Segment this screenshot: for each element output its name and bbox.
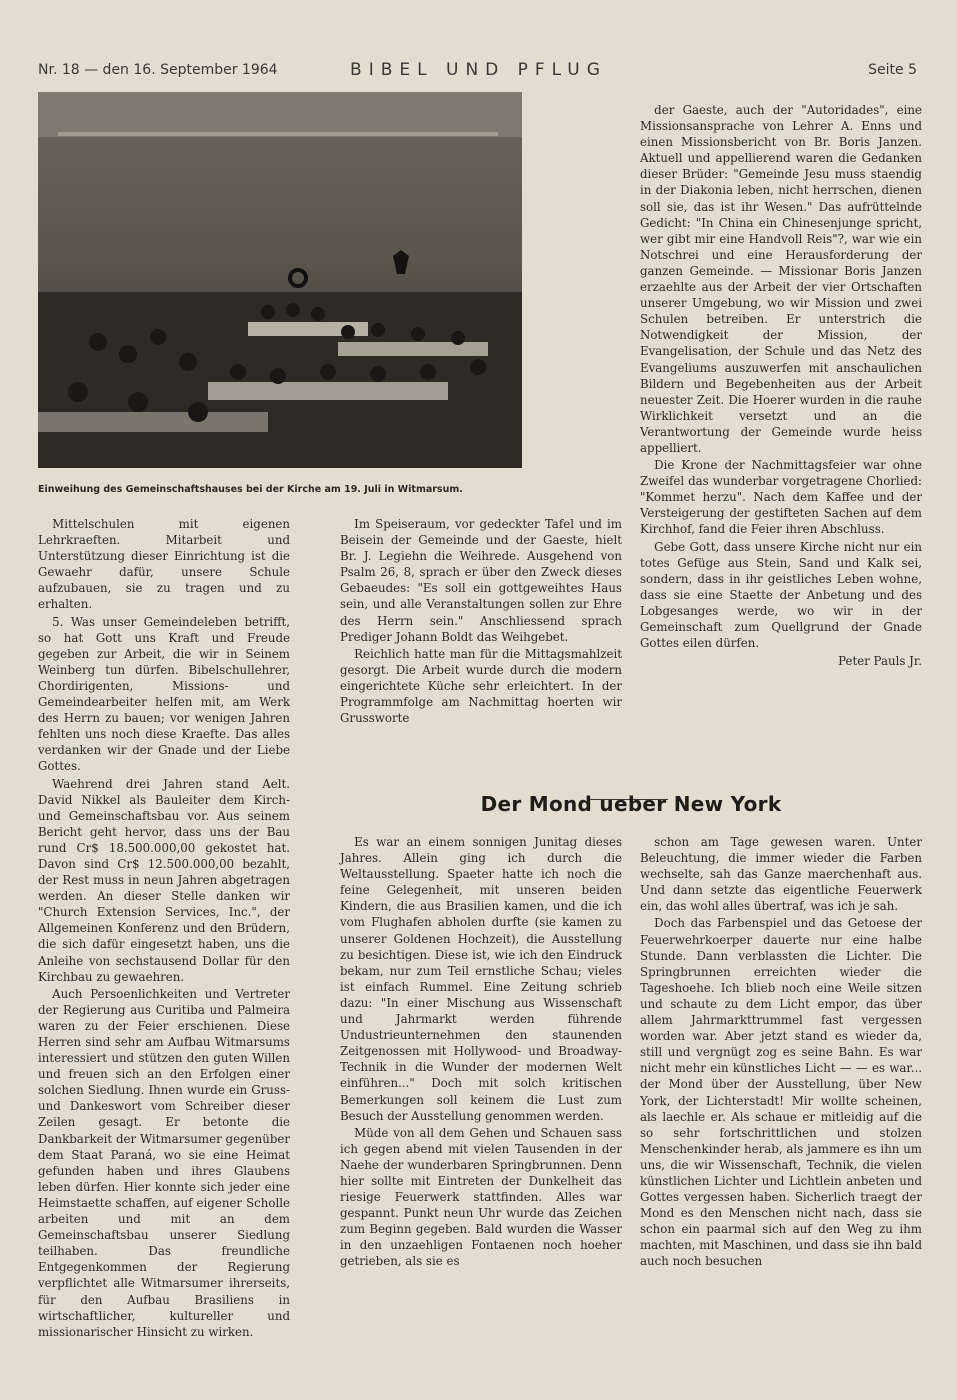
paragraph: Müde von all dem Gehen und Schauen sass ich gegen abend mit vielen Tausenden in der Naehe der wunderbaren Springbrunnen. Denn hier sollte mit Eintreten der Dunkelheit das riesige Feuerwerk stattfinden. Alles war gespannt. Punkt neun Uhr wurde das Zeichen zum Beginn gegeben. Bald wurden die Wasser in den unzaehligen Fontaenen noch hoeher getrieben, als sie es [340,1125,622,1269]
article1-column-2 [340,516,622,726]
paragraph: Reichlich hatte man für die Mittagsmahlzeit gesorgt. Die Arbeit wurde durch die modern eingerichtete Küche sehr erleichtert. In der Programmfolge am Nachmittag hoerten wir Grussworte [340,646,622,726]
paragraph: Auch Persoenlichkeiten und Vertreter der Regierung aus Curitiba und Palmeira waren zu der Feier erschienen. Diese Herren sind sehr am Aufbau Witmarsums interessiert und stützen den guten Willen und freuen sich an den Erfolgen einer solchen Siedlung. Ihnen wurde ein Gruss- und Dankeswort vom Schreiber dieser Zeilen gesagt. Er betonte die Dankbarkeit der Witmarsumer gegenüber dem Staat Paraná, wo sie eine Heimat gefunden haben und ihres Glaubens leben dürfen. Hier konnte sich jeder eine Heimstaette schaffen, auf eigener Scholle arbeiten und mit an dem Gemeinschaftsbau unserer Siedlung teilhaben. Das freundliche Entgegenkommen der Regierung verpflichtet alle Witmarsumer ihrerseits, für den Aufbau Brasiliens in wirtschaftlicher, kultureller und missionarischer Hinsicht zu wirken. [38,986,290,1339]
paragraph: Doch das Farbenspiel und das Getoese der Feuerwehrkoerper dauerte nur eine halbe Stunde. Dann verblassten die Lichter. Die Springbrunnen erreichten wieder die Tageshoehe. Ich blieb noch eine Weile sitzen und schaute zu dem Licht empor, das über allem Jahrmarkttrummel fast vergessen worden war. Aber jetzt stand es wieder da, still und vergnügt zog es seine Bahn. Es war nicht mehr ein künstliches Licht — — es war... der Mond über der Ausstellung, über New York, der Lichterstadt! Mir wollte scheinen, als laechle er. Als schaue er mitleidig auf die so sehr fortschrittlichen und stolzen Menschenkinder herab, als jammere es ihn um uns, die wir Wissenschaft, Technik, die vielen künstlichen Lichter und Lichtlein anbeten und Gottes vergessen haben. Sicherlich traegt der Mond es den Menschen nicht nach, dass sie schon ein paarmal sich auf den Weg zu ihm machten, mit Maschinen, und dass sie ihn bald auch noch besuchen [640,916,922,1269]
paragraph: Die Krone der Nachmittagsfeier war ohne Zweifel das wunderbar vorgetragene Chorlied: "Kommet herzu". Nach dem Kaffee und der Versteigerung der gestifteten Sachen auf dem Kirchhof, fand die Feier ihren Abschluss. [640,458,922,537]
paragraph: Mittelschulen mit eigenen Lehrkraeften. Mitarbeit und Unterstützung dieser Einrichtung ist die Gewaehr dafür, unsere Schule aufzubauen, sie zu tragen und zu erhalten. [38,517,290,612]
paragraph: der Gaeste, auch der "Autoridades", eine Missionsansprache von Lehrer A. Enns und einen Missionsbericht von Br. Boris Janzen. Aktuell und appellierend waren die Gedanken dieser Brüder: "Gemeinde Jesu muss staendig in der Diakonia leben, nicht herrschen, dienen soll sie, das ist ihr Wesen." Das aufrüttelnde Gedicht: "In China ein Chinesenjunge spricht, wer gibt mir eine Handvoll Reis"?, war wie ein Notschrei und eine Herausforderung der ganzen Gemeinde. — Missionar Boris Janzen erzaehlte aus der Arbeit der vier Ortschaften unserer Umgebung, wo wir Mission und zwei Schulen betreiben. Er unterstrich die Notwendigkeit der Mission, der Evangelisation, der Schule und das Netz des Evangeliums auszuwerfen mit anschaulichen Bildern und Begebenheiten aus der Arbeit neuester Zeit. Die Hoerer wurden in die rauhe Wirklichkeit versetzt und an die Verantwortung der Gemeinde wurde heiss appelliert. [640,103,922,455]
paragraph: Im Speiseraum, vor gedeckter Tafel und im Beisein der Gemeinde und der Gaeste, hielt Br. J. Legiehn die Weihrede. Ausgehend von Psalm 26, 8, sprach er über den Zweck dieses Gebaeudes: "Es soll ein gottgeweihtes Haus sein, und alle Veranstaltungen sollen zur Ehre des Herrn sein." Anschliessend sprach Prediger Johann Boldt das Weihgebet. [340,517,622,644]
paragraph: Es war an einem sonnigen Junitag dieses Jahres. Allein ging ich durch die Weltausstellung. Spaeter hatte ich noch die feine Gelegenheit, mit unseren beiden Kindern, die aus Brasilien kamen, und die ich vom Flughafen abholen durfte (sie kamen zu unserer Goldenen Hochzeit), die Ausstellung zu besichtigen. Diese ist, wie ich den Eindruck bekam, nur zum Teil ernstliche Schau; vieles ist einfach Rummel. Eine Zeitung schrieb dazu: "In einer Mischung aus Wissenschaft und Jahrmarkt werden führende Undustrieunternehmen den staunenden Zeitgenossen mit Hollywood- und Broadway-Technik in die Wunder der modernen Welt einführen..." Doch mit solch kritischen Bemerkungen soll keinem die Lust zum Besuch der Ausstellung genommen werden. [340,835,622,1123]
article2-title: Der Mond ueber New York [480,792,782,816]
article2-column-1 [340,834,622,1270]
article2-column-2 [640,834,922,1270]
photo-caption: Einweihung des Gemeinschaftshauses bei der Kirche am 19. Juli in Witmarsum. [38,484,463,495]
paragraph: Waehrend drei Jahren stand Aelt. David Nikkel als Bauleiter dem Kirch- und Gemeinschaftsbau vor. Aus seinem Bericht geht hervor, dass uns der Bau rund Cr$ 18.500.000,00 gekostet hat. Davon sind Cr$ 12.500.000,00 bezahlt, der Rest muss in neun Jahren abgetragen werden. An dieser Stelle danken wir "Church Extension Services, Inc.", der Allgemeinen Konferenz und den Brüdern, die sich dafür eingesetzt haben, uns die Anleihe von sechstausend Dollar für den Kirchbau zu gewaehren. [38,776,290,984]
paragraph: Gebe Gott, dass unsere Kirche nicht nur ein totes Gefüge aus Stein, Sand und Kalk sei, sondern, dass in ihr geistliches Leben wohne, dass sie eine Staette der Anbetung und des Lobgesanges werde, wo wir in der Gemeinschaft zum Quellgrund der Gnade Gottes eilen dürfen. [640,539,922,651]
article1-column-1 [38,516,290,1340]
article1-column-3 [640,102,922,669]
paragraph: schon am Tage gewesen waren. Unter Beleuchtung, die immer wieder die Farben wechselte, sah das Ganze maerchenhaft aus. Und dann setzte das eigentliche Feuerwerk ein, das wohl alles übertraf, was ich je sah. [640,835,922,914]
event-photo [38,92,522,468]
issue-line: Nr. 18 — den 16. September 1964 [38,62,278,78]
banquet-hall-image [38,92,522,468]
masthead: BIBEL UND PFLUG [350,60,607,80]
author-signature: Peter Pauls Jr. [838,654,922,669]
page-number: Seite 5 [868,62,917,78]
paragraph: 5. Was unser Gemeindeleben betrifft, so hat Gott uns Kraft und Freude gegeben zur Arbeit, die wir in Seinem Weinberg tun dürfen. Bibelschullehrer, Chordirigenten, Missions- und Gemeindearbeiter helfen mit, am Werk des Herrn zu bauen; vor wenigen Jahren fehlten uns noch diese Kraefte. Das alles verdanken wir der Gnade und der Liebe Gottes. [38,614,290,774]
